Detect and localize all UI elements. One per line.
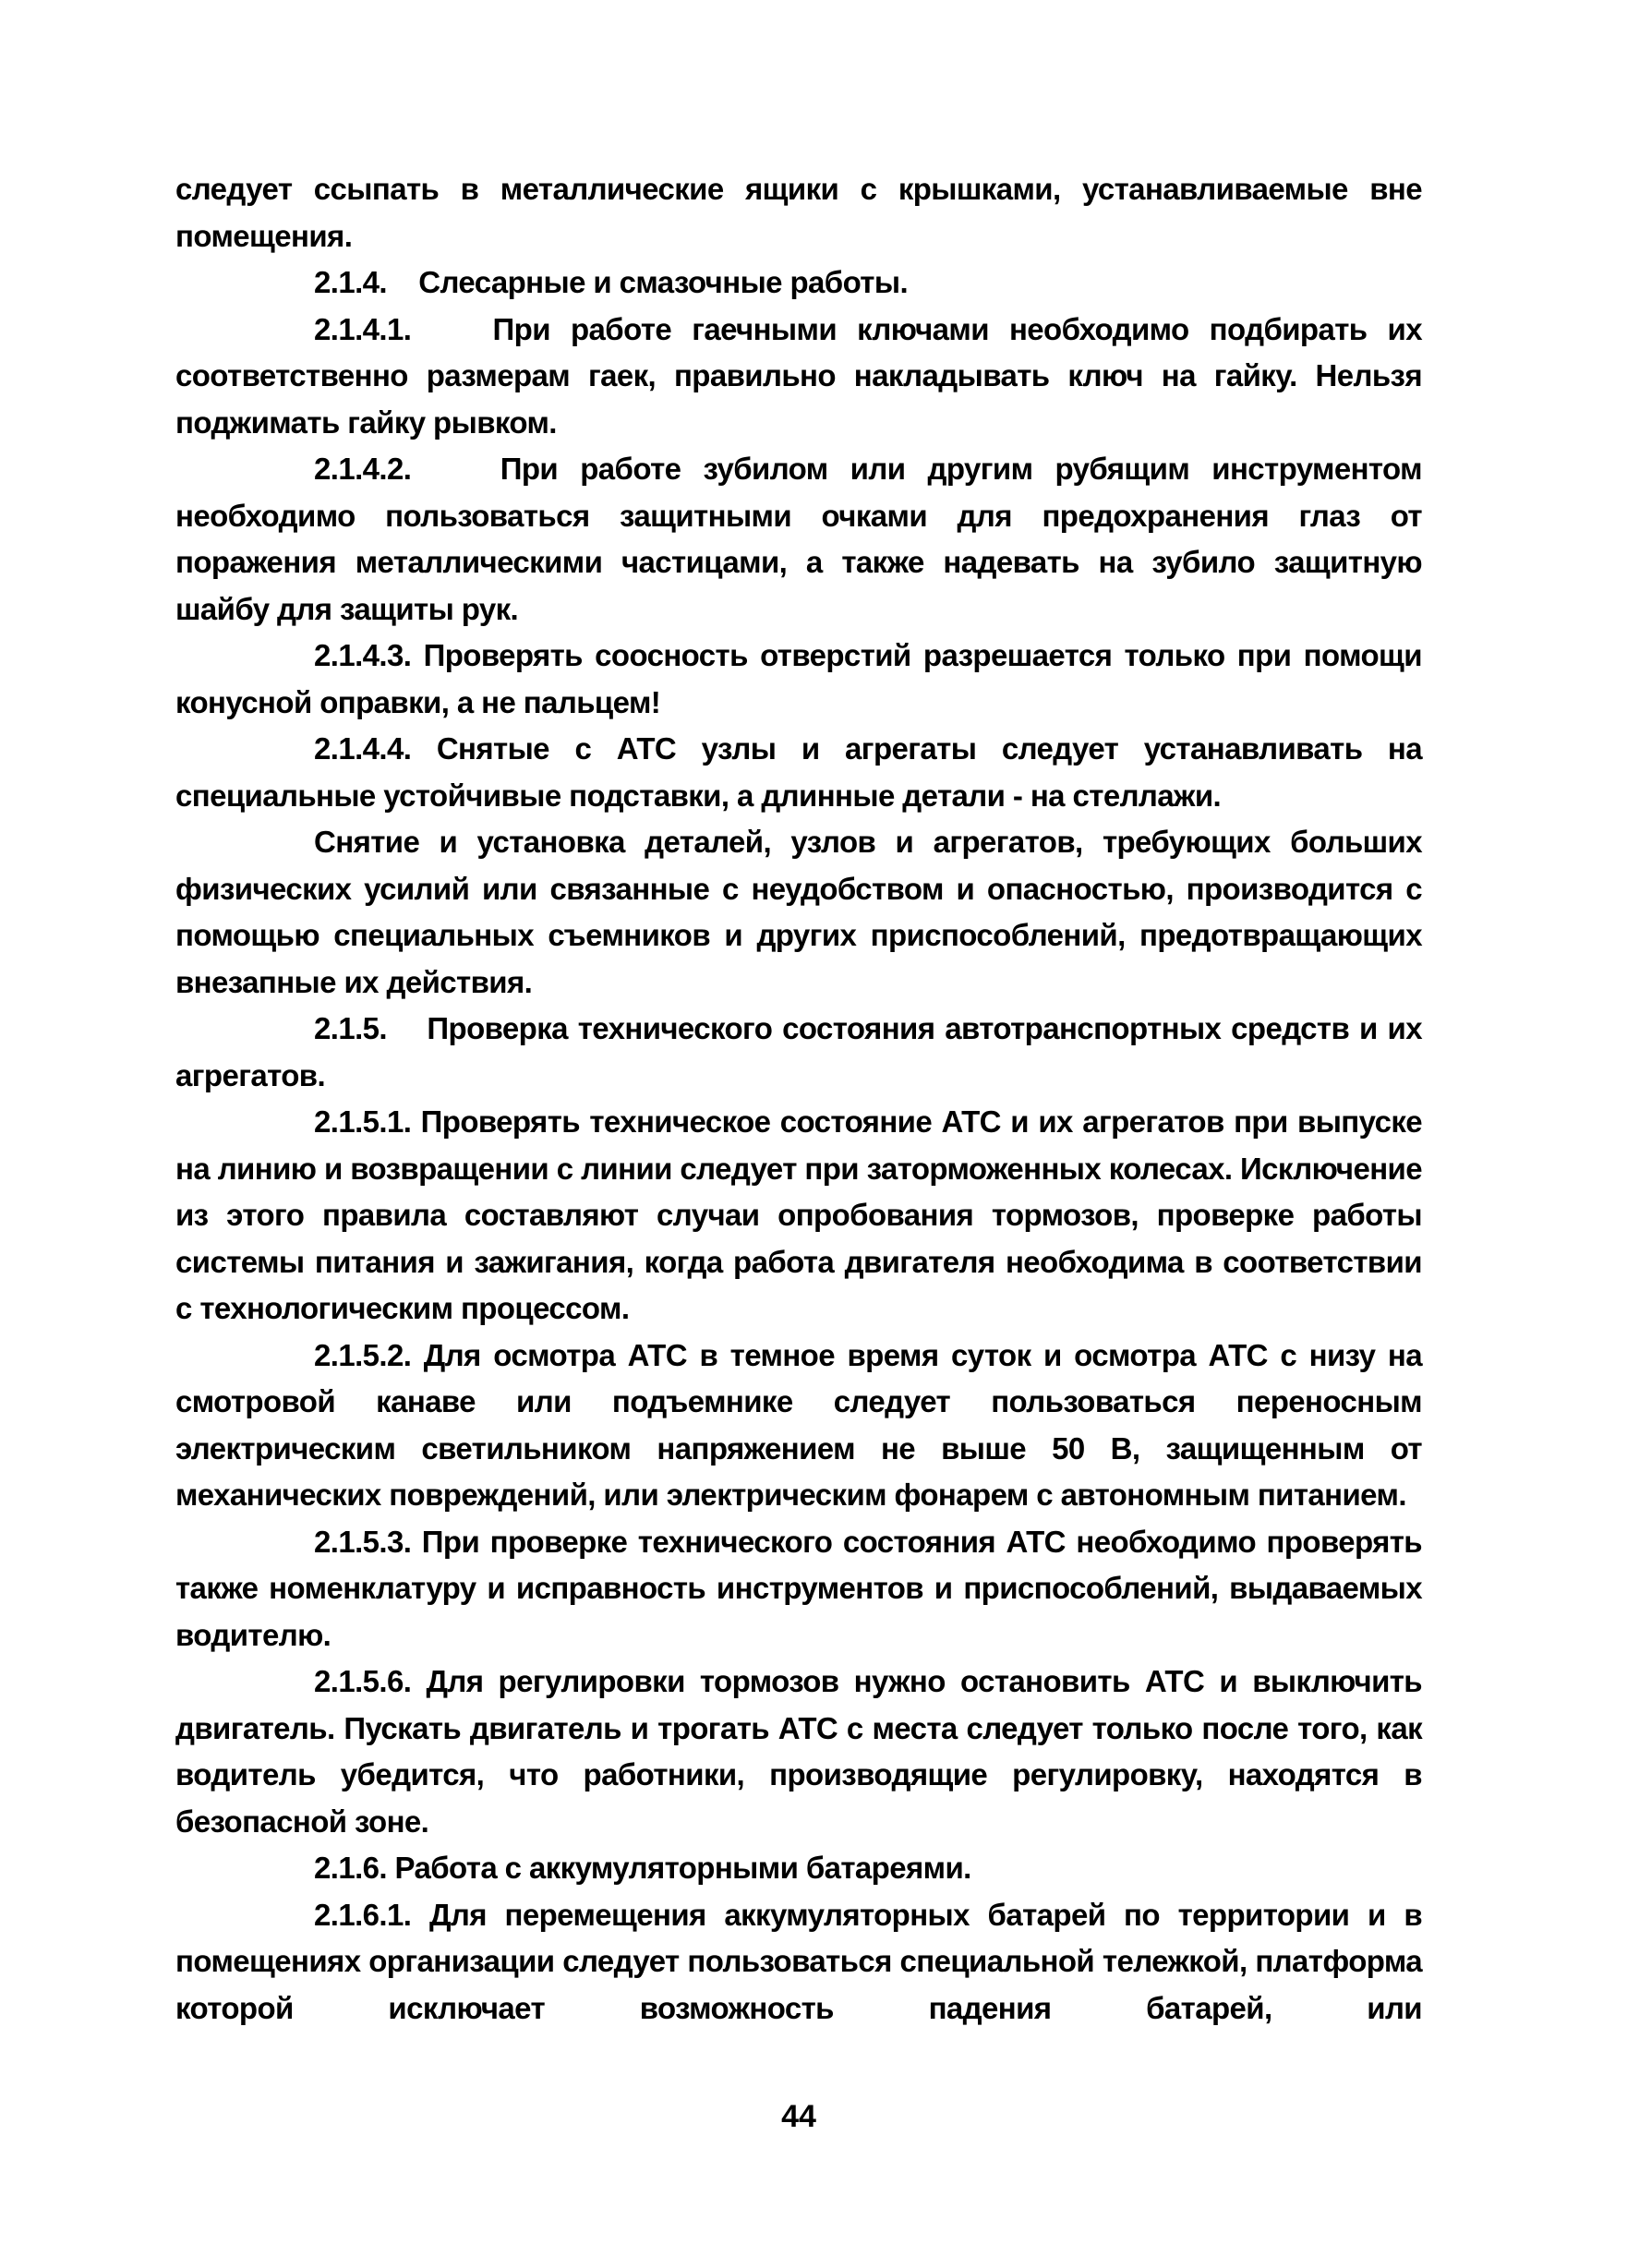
paragraph-continuation: следует ссыпать в металлические ящики с крышками, устанавливаемые вне помещения. [175,172,1422,253]
section-heading-2-1-5: 2.1.5. Проверка технического состояния автотранспортных средств и их агрегатов. [175,1011,1430,1092]
paragraph-2-1-4-1: 2.1.4.1. При работе гаечными ключами необходимо подбирать их соответственно размерам гаек, правильно накладывать ключ на гайку. Нельзя поджимать гайку рывком. [175,311,1430,440]
paragraph-2-1-6-1: 2.1.6.1. Для перемещения аккумуляторных батарей по территории и в помещениях организации следует пользоваться специальной тележкой, платформа которой исключает возможность падения батарей, или [175,1897,1422,2025]
section-heading-2-1-6: 2.1.6. Работа с аккумуляторными батареями. [314,1851,971,1885]
page-number: 44 [781,2099,816,2134]
paragraph-2-1-4-2: 2.1.4.2. При работе зубилом или другим рубящим инструментом необходимо пользоваться защитными очками для предохранения глаз от поражения металлическими частицами, а также надевать на зубило защитную шайбу для защиты рук. [175,452,1430,626]
document-page [175,166,1430,2244]
paragraph-2-1-5-6: 2.1.5.6. Для регулировки тормозов нужно остановить АТС и выключить двигатель. Пускать двигатель и трогать АТС с места следует только после того, как водитель убедится, что работники, производящие регулировку, находятся в безопасной зоне. [175,1664,1422,1839]
paragraph-2-1-4-4: 2.1.4.4. Снятые с АТС узлы и агрегаты следует устанавливать на специальные устойчивые подставки, а длинные детали - на стеллажи. [175,731,1422,813]
paragraph-2-1-5-3: 2.1.5.3. При проверке технического состояния АТС необходимо проверять также номенклатуру и исправность инструментов и приспособлений, выдаваемых водителю. [175,1524,1422,1652]
paragraph-removal-installation: Снятие и установка деталей, узлов и агрегатов, требующих больших физических усилий или связанные с неудобством и опасностью, производится с помощью специальных съемников и других приспособлений, предотвращающих внезапные их действия. [175,825,1422,999]
section-heading-2-1-4: 2.1.4. Слесарные и смазочные работы. [314,265,909,299]
document-body [175,166,1430,2032]
paragraph-2-1-4-3: 2.1.4.3. Проверять соосность отверстий разрешается только при помощи конусной оправки, а не пальцем! [175,638,1422,719]
paragraph-2-1-5-1: 2.1.5.1. Проверять техническое состояние АТС и их агрегатов при выпуске на линию и возвращении с линии следует при заторможенных колесах. Исключение из этого правила составляют случаи опробования тормозов, проверке работы системы питания и зажигания, когда работа двигателя необходима в соответствии с технологическим процессом. [175,1104,1422,1325]
paragraph-2-1-5-2: 2.1.5.2. Для осмотра АТС в темное время суток и осмотра АТС с низу на смотровой канаве или подъемнике следует пользоваться переносным электрическим светильником напряжением не выше 50 В, защищенным от механических повреждений, или электрическим фонарем с автономным питанием. [175,1337,1422,1512]
